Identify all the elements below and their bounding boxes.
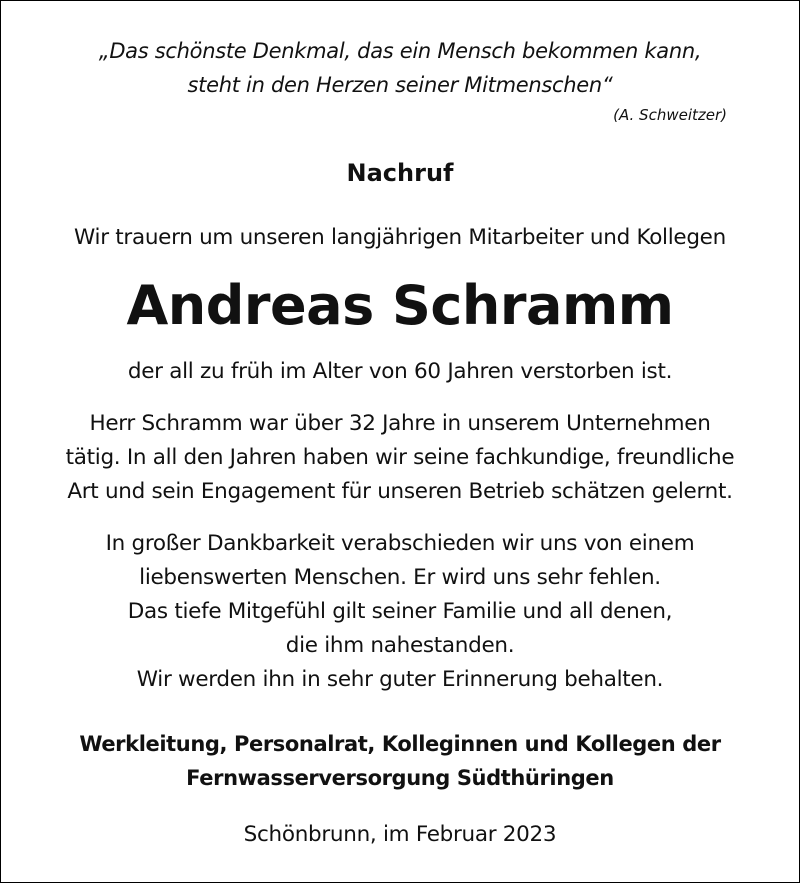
signature-line-1: Werkleitung, Personalrat, Kolleginnen und Kollegen der xyxy=(79,732,721,756)
paragraph-2-line-5: Wir werden ihn in sehr guter Erinnerung behalten. xyxy=(136,667,664,692)
paragraph-2-line-3: Das tiefe Mitgefühl gilt seiner Familie und all denen, xyxy=(127,599,673,624)
signature-line-2: Fernwasserversorgung Südthüringen xyxy=(186,766,614,790)
quote-author: (A. Schweitzer) xyxy=(613,106,727,124)
paragraph-2-line-4: die ihm nahestanden. xyxy=(285,633,515,658)
intro-text: Wir trauern um unseren langjährigen Mitarbeiter und Kollegen xyxy=(74,225,726,250)
paragraph-1-line-3: Art und sein Engagement für unseren Betrieb schätzen gelernt. xyxy=(67,479,733,504)
quote-line-1: „Das schönste Denkmal, das ein Mensch bekommen kann, xyxy=(98,39,702,63)
notice-heading: Nachruf xyxy=(346,159,454,187)
paragraph-1-line-1: Herr Schramm war über 32 Jahre in unserem Unternehmen xyxy=(89,411,711,436)
paragraph-1-line-2: tätig. In all den Jahren haben wir seine fachkundige, freundliche xyxy=(65,445,735,470)
deceased-name: Andreas Schramm xyxy=(126,274,674,337)
paragraph-2-line-1: In großer Dankbarkeit verabschieden wir uns von einem xyxy=(105,531,695,556)
paragraph-2-line-2: liebenswerten Menschen. Er wird uns sehr fehlen. xyxy=(139,565,661,590)
quote-line-2: steht in den Herzen seiner Mitmenschen“ xyxy=(187,73,613,97)
place-date: Schönbrunn, im Februar 2023 xyxy=(243,822,557,847)
age-text: der all zu früh im Alter von 60 Jahren verstorben ist. xyxy=(127,359,673,384)
